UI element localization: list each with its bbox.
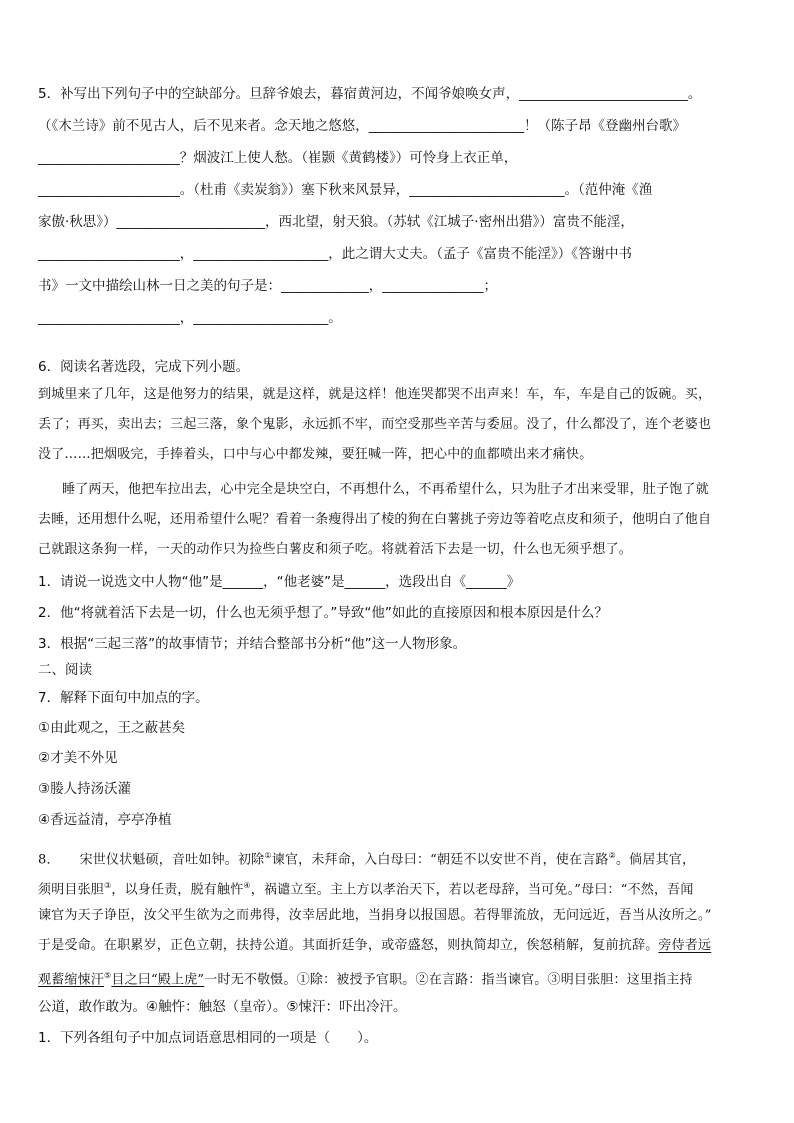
q5-line-5: 家傲·秋思》）______________________，西北望，射天狼。（苏轼《江城子·密州出猎》）富贵不能淫，	[38, 214, 634, 230]
q8-text: 。倘居其官，	[615, 852, 696, 868]
q5-line-1: 5．补写出下列句子中的空缺部分。旦辞爷娘去，暮宿黄河边，不闻爷娘唤女声，_________________________。	[38, 86, 702, 102]
q6-sub-3: 3．根据“三起三落”的故事情节；并结合整部书分析“他”这一人物形象。	[38, 636, 467, 652]
q5-line-7: 书》一文中描绘山林一日之美的句子是：_____________，_______________；	[38, 278, 497, 294]
section-heading: 二、阅读	[38, 662, 92, 678]
q8-line-1	[38, 846, 695, 870]
q8-line-6: 公道，敢作敢为。④触忤：触怒（皇帝）。⑤悚汗：吓出冷汗。	[38, 999, 407, 1015]
q6-title: 6．阅读名著选段，完成下列小题。	[38, 359, 250, 375]
q8-text: 8． 宋世仪状魁硕，音吐如钟。初除	[38, 852, 265, 868]
q5-line-8: _____________________，____________________。	[38, 310, 342, 326]
q6-passage-line: 没了……把烟吸完，手捧着头，口中与心中都发辣，要狂喊一阵，把心中的血都喷出来才痛快。	[38, 447, 593, 462]
q8-text: 谏官，未拜命，入白母曰：“朝廷不以安世不肖，使在言路	[271, 852, 609, 868]
q5-line-6: _____________________，____________________，此之谓大丈夫。（孟子《富贵不能淫》）《答谢中书	[38, 246, 632, 262]
q8-text: 于是受命。在职累岁，正色立朝，扶持公道。其面折廷争，或帝盛怒，则执简却立，俟怒稍解，复前抗辞。	[38, 938, 659, 953]
q6-passage-line: 睡了两天，他把车拉出去，心中完全是块空白，不再想什么，不再希望什么，只为肚子才出来受罪，肚子饱了就	[62, 482, 709, 497]
q8-line-4	[38, 936, 711, 956]
q8-line-2	[38, 876, 694, 900]
q6-passage-line: 到城里来了几年，这是他努力的结果，就是这样，就是这样！他连哭都哭不出声来！车，车，车是自己的饭碗。买，	[38, 387, 712, 402]
note-marker: ①	[264, 851, 272, 860]
q5-line-2: （《木兰诗》前不见古人，后不见来者。念天地之悠悠，_______________________！（陈子昂《登幽州台歌》	[38, 118, 686, 134]
q7-item: ②才美不外见	[38, 750, 118, 766]
q6-passage-line: 己就跟这条狗一样，一天的动作只为捡些白薯皮和须子吃。将就着活下去是一切，什么也无须乎想了。	[38, 542, 633, 557]
underlined-sentence: 观蓄缩悚汗	[38, 972, 105, 988]
q7-item: ①由此观之，王之蔽甚矣	[38, 720, 186, 736]
q7-item: ④香远益清，亭亭净植	[38, 812, 172, 828]
q6-sub-2: 2．他“将就着活下去是一切，什么也无须乎想了。”导致“他”如此的直接原因和根本原因是什么？	[38, 605, 608, 621]
q8-text: ，祸谴立至。主上方以孝治天下，若以老母辞，当可免。”母曰：“不然，吾闻	[250, 882, 694, 898]
q6-passage-line: 去睡，还用想什么呢，还用希望什么呢？看着一条瘦得出了棱的狗在白薯挑子旁边等着吃点皮和须子，他明白了他自	[38, 512, 712, 527]
note-marker: ②	[608, 851, 616, 860]
note-marker: ⑤	[104, 971, 112, 980]
q8-text: 一时无不敬慑。①除：被授予官职。②在言路：指当谏官。③明目张胆：这里指主持	[204, 972, 693, 988]
q6-passage-line: 丢了；再买，卖出去；三起三落，象个鬼影，永远抓不牢，而空受那些辛苦与委屈。没了，什么都没了，连个老婆也	[38, 417, 712, 432]
q8-text: ，以身任责，脱有触忤	[111, 882, 244, 898]
q8-sub-1: 1．下列各组句子中加点词语意思相同的一项是（ ）。	[38, 1030, 378, 1046]
q8-text: 须明目张胆	[38, 882, 105, 898]
note-marker: ④	[243, 881, 251, 890]
q7-item: ③媵人持汤沃灌	[38, 781, 132, 797]
underlined-sentence: 目之曰“殿上虎”	[111, 972, 205, 988]
q5-line-4: _____________________。（杜甫《卖炭翁》）塞下秋来风景异，_______________________。（范仲淹《渔	[38, 182, 653, 198]
q7-title: 7．解释下面句中加点的字。	[38, 690, 209, 706]
q8-line-3: 谏官为天子诤臣，汝父平生欲为之而弗得，汝幸居此地，当捐身以报国恩。若得罪流放，无问远近，吾当从汝所之。”	[38, 908, 712, 923]
underlined-sentence: 旁侍者远	[658, 938, 712, 953]
q5-line-3: _____________________？烟波江上使人愁。（崔颢《黄鹤楼》）可怜身上衣正单，	[38, 150, 518, 166]
q8-line-5	[38, 966, 693, 990]
q6-sub-1: 1．请说一说选文中人物“他”是______，“他老婆”是______，选段出自《______》	[38, 574, 521, 590]
note-marker: ③	[104, 881, 112, 890]
